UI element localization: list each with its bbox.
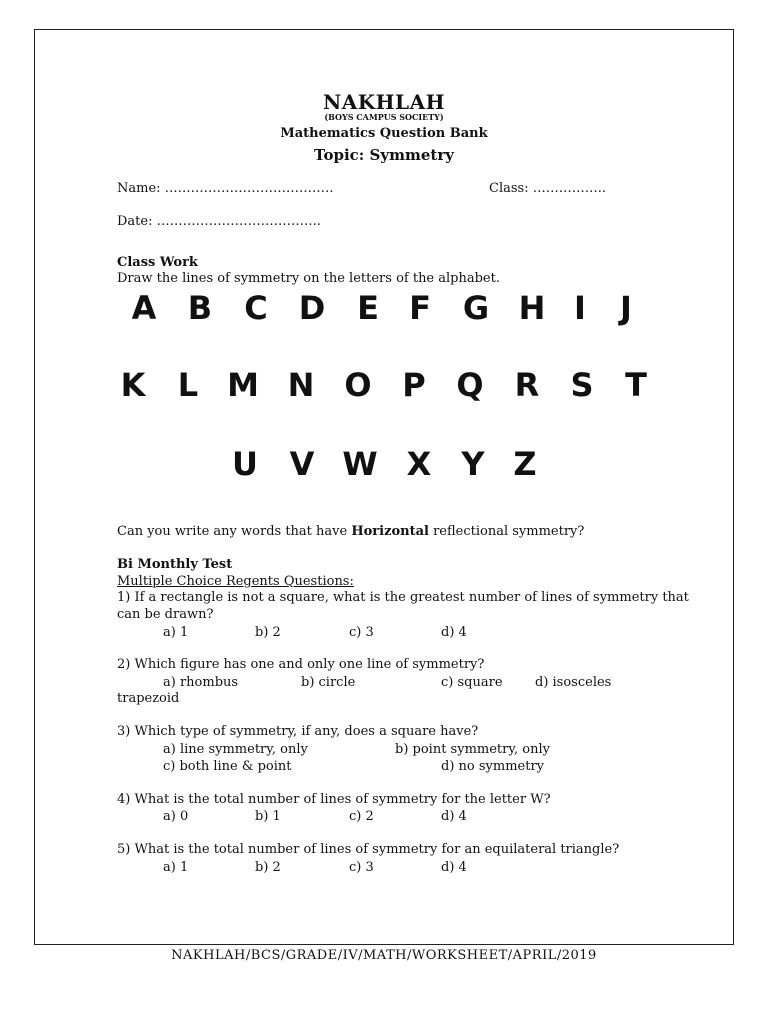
classwork-heading: Class Work [117,255,198,270]
option-continued: trapezoid [117,691,180,706]
letter: M [227,366,259,404]
letter: T [625,366,647,404]
letter: J [620,289,632,327]
topic-heading: Topic: Symmetry [314,146,454,164]
letter: Q [456,366,484,404]
classwork-instruction: Draw the lines of symmetry on the letters of the alphabet. [117,271,500,286]
letters-row-1 [0,289,768,329]
letter: E [357,289,379,327]
question-5: 5) What is the total number of lines of symmetry for an equilateral triangle? [117,842,620,857]
letter: V [289,445,315,483]
option: d) 4 [441,860,467,875]
letter: X [406,445,432,483]
page-border [34,29,734,945]
letter: H [518,289,546,327]
option: b) 2 [255,860,281,875]
option: b) circle [301,675,356,690]
question-text: reflectional symmetry? [428,524,585,539]
question-4: 4) What is the total number of lines of symmetry for the letter W? [117,792,551,807]
letter: B [187,289,213,327]
option: a) rhombus [163,675,239,690]
horizontal-symmetry-question [117,524,584,539]
option: c) 3 [349,625,374,640]
letter: L [177,366,199,404]
option: c) 2 [349,809,374,824]
option: c) square [441,675,503,690]
letter: W [342,445,378,483]
option: a) 1 [163,860,189,875]
letter: G [462,289,490,327]
test-subheading: Multiple Choice Regents Questions: [117,574,354,589]
name-field: Name: ………………………………… [117,181,334,196]
option: a) 0 [163,809,189,824]
option: d) 4 [441,625,467,640]
letter: C [244,289,268,327]
question-text: Can you write any words that have [117,524,352,539]
letter: Y [461,445,485,483]
question-3: 3) Which type of symmetry, if any, does a square have? [117,724,479,739]
option: c) 3 [349,860,374,875]
letter: N [287,366,315,404]
page-footer: NAKHLAH/BCS/GRADE/IV/MATH/WORKSHEET/APRIL/2019 [171,948,597,963]
letter: A [131,289,157,327]
school-title: NAKHLAH [322,90,446,114]
option: a) line symmetry, only [163,742,308,757]
question-2: 2) Which figure has one and only one line of symmetry? [117,657,485,672]
option: b) 1 [255,809,281,824]
letter: R [514,366,540,404]
option: d) no symmetry [441,759,545,774]
option: b) point symmetry, only [395,742,550,757]
emphasis-word: Horizontal [351,524,429,539]
document-heading: Mathematics Question Bank [280,126,488,141]
letter: P [402,366,426,404]
question-1-continued: can be drawn? [117,607,214,622]
letter: I [574,289,586,327]
option: c) both line & point [163,759,292,774]
letter: D [298,289,326,327]
option: d) isosceles [535,675,612,690]
class-field: Class: …………….. [489,181,606,196]
letter: F [409,289,431,327]
option: b) 2 [255,625,281,640]
letter: S [570,366,594,404]
letter: Z [513,445,537,483]
question-1: 1) If a rectangle is not a square, what is the greatest number of lines of symmetry that [117,590,689,605]
letter: U [232,445,258,483]
letter: O [344,366,372,404]
school-subtitle: (BOYS CAMPUS SOCIETY) [324,112,444,122]
letters-row-3 [0,445,768,485]
option: d) 4 [441,809,467,824]
test-heading: Bi Monthly Test [117,557,233,572]
date-field: Date: ……………………………….. [117,214,321,229]
letters-row-2 [0,366,768,406]
option: a) 1 [163,625,189,640]
letter: K [120,366,146,404]
